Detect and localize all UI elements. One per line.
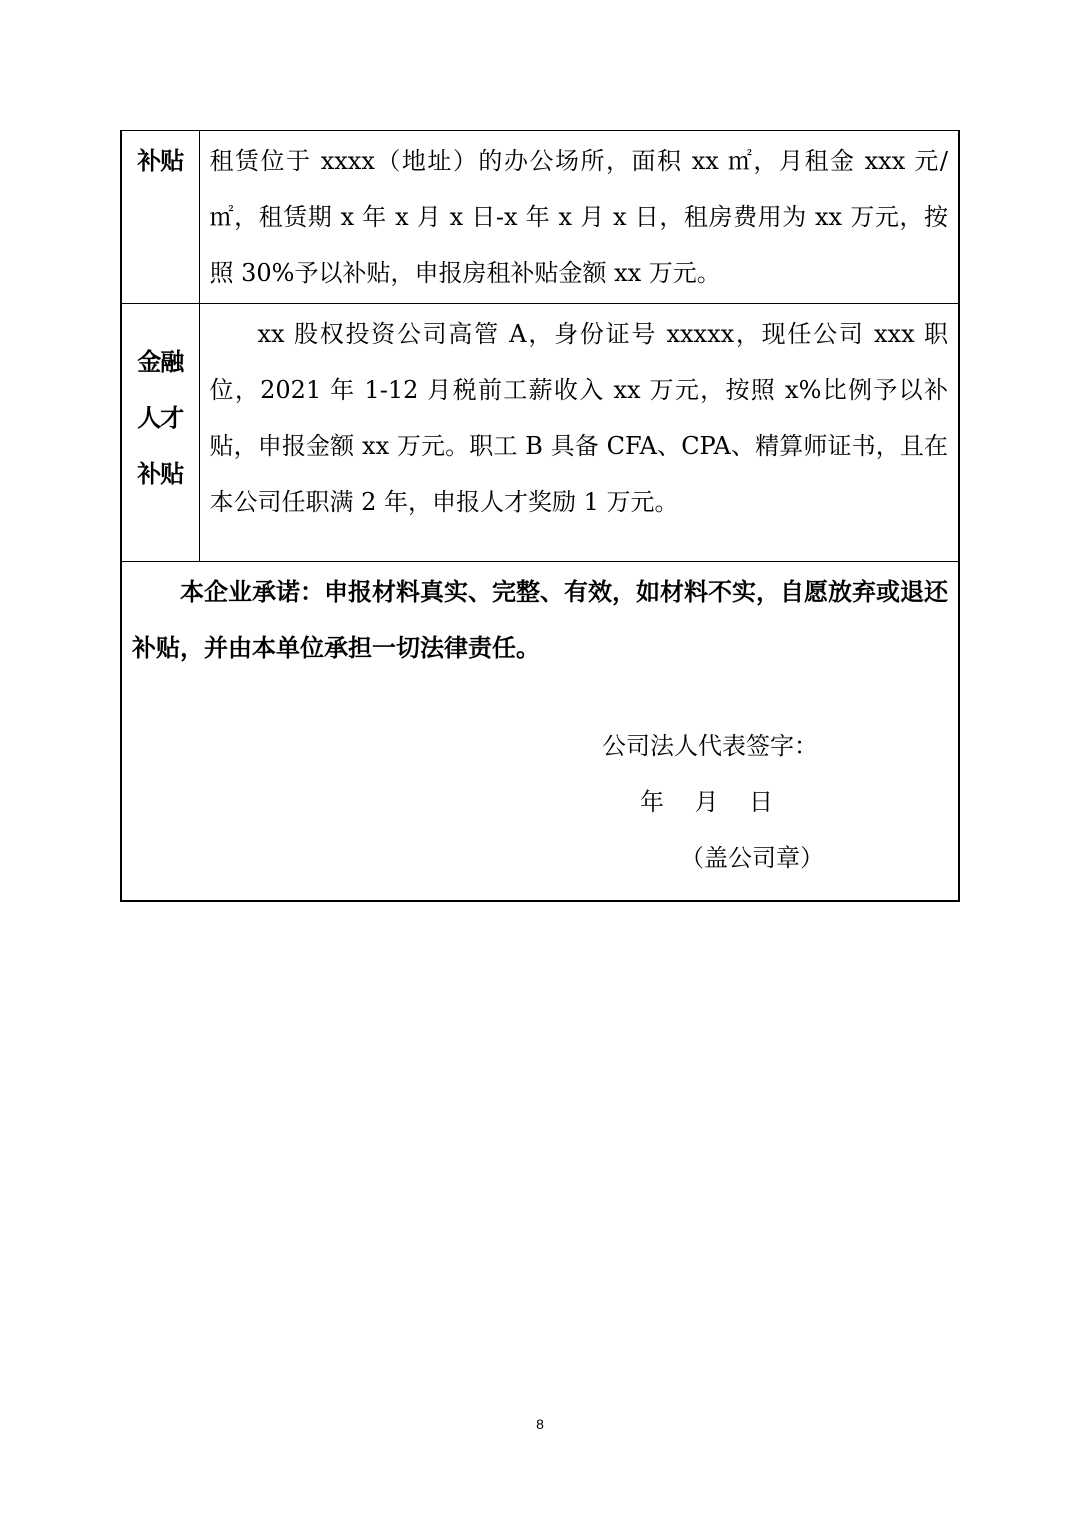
talent-subsidy-description: xx 股权投资公司高管 A，身份证号 xxxxx，现任公司 xxx 职位，2021 年 1-12 月税前工薪收入 xx 万元，按照 x%比例予以补贴，申报金额 xx 万元。职工 B 具备 CFA、CPA、精算师证书，且在本公司任职满 2 年，申报人才奖励 1 万元。 [209, 320, 948, 516]
company-seal-label: （盖公司章） [680, 844, 824, 872]
talent-subsidy-row [121, 304, 959, 562]
rent-subsidy-label [121, 131, 199, 304]
date-line: 年 月 日 [640, 788, 774, 816]
pledge-statement [122, 562, 958, 676]
rent-subsidy-row [121, 131, 959, 304]
talent-label-line-2: 人才 [137, 403, 184, 432]
rent-subsidy-content [199, 131, 959, 304]
legal-representative-signature-label: 公司法人代表签字： [602, 732, 818, 760]
talent-label-line-1: 金融 [137, 347, 184, 376]
talent-subsidy-content [199, 304, 959, 562]
rent-subsidy-label-text: 补贴 [137, 146, 184, 175]
rent-subsidy-description: 租赁位于 xxxx（地址）的办公场所，面积 xx ㎡，月租金 xxx 元/㎡，租赁期 x 年 x 月 x 日-x 年 x 月 x 日，租房费用为 xx 万元，按照 30%予以补贴，申报房租补贴金额 xx 万元。 [209, 147, 948, 287]
pledge-cell [121, 562, 959, 902]
subsidy-form-table [120, 130, 960, 902]
pledge-row [121, 562, 959, 902]
talent-subsidy-label [121, 304, 199, 562]
talent-label-line-3: 补贴 [137, 459, 184, 488]
pledge-statement-text: 本企业承诺：申报材料真实、完整、有效，如材料不实，自愿放弃或退还补贴，并由本单位承担一切法律责任。 [132, 577, 948, 662]
page-number: 8 [536, 1416, 544, 1432]
signature-block [602, 718, 824, 886]
